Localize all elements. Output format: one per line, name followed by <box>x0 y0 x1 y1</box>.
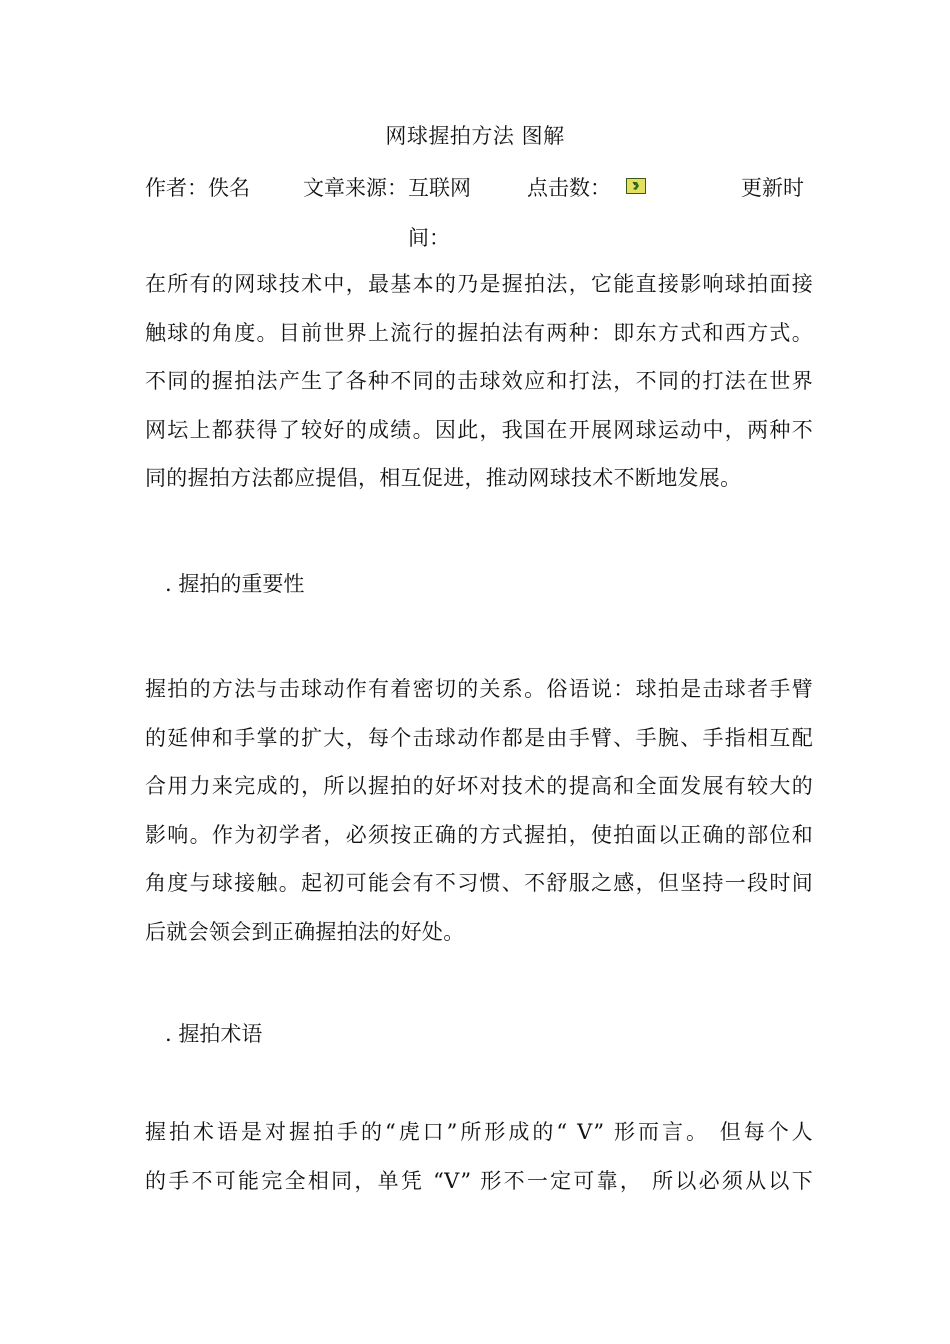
text-line: 不同的握拍法产生了各种不同的击球效应和打法，不同的打法在世界 <box>145 369 813 393</box>
text-line: 握拍术语是对握拍手的“虎口”所形成的“ V” 形而言。 但每个人 <box>145 1120 813 1144</box>
intro-paragraph <box>145 260 813 503</box>
update-time-label: 更新时 <box>741 176 804 200</box>
section-heading-terms: . 握拍术语 <box>165 1022 263 1046</box>
author-label: 作者：佚名 <box>145 176 250 200</box>
image-placeholder-icon <box>626 178 646 194</box>
terms-paragraph <box>145 1108 813 1205</box>
text-line: 握拍的方法与击球动作有着密切的关系。俗语说：球拍是击球者手臂 <box>145 677 813 701</box>
text-line: 同的握拍方法都应提倡，相互促进，推动网球技术不断地发展。 <box>145 466 742 490</box>
text-line: 角度与球接触。起初可能会有不习惯、不舒服之感，但坚持一段时间 <box>145 871 813 895</box>
source-label: 文章来源：互联网 <box>303 176 471 200</box>
article-meta <box>145 172 810 202</box>
update-time-label-cont: 间： <box>408 226 450 250</box>
section-heading-importance: . 握拍的重要性 <box>165 572 305 596</box>
text-line: 网坛上都获得了较好的成绩。因此，我国在开展网球运动中，两种不 <box>145 417 813 442</box>
text-line: 的延伸和手掌的扩大，每个击球动作都是由手臂、手腕、手指相互配 <box>145 725 813 750</box>
text-line: 在所有的网球技术中，最基本的乃是握拍法，它能直接影响球拍面接 <box>145 272 813 296</box>
clicks-label: 点击数： <box>527 176 611 200</box>
text-line: 影响。作为初学者，必须按正确的方式握拍，使拍面以正确的部位和 <box>145 822 813 847</box>
text-line: 触球的角度。目前世界上流行的握拍法有两种：即东方式和西方式。 <box>145 320 813 345</box>
text-line: 合用力来完成的，所以握拍的好坏对技术的提高和全面发展有较大的 <box>145 774 813 798</box>
importance-paragraph <box>145 665 813 956</box>
text-line: 的手不可能完全相同，单凭 “V” 形不一定可靠， 所以必须从以下 <box>145 1168 813 1193</box>
document-title: 网球握拍方法 图解 <box>385 124 565 148</box>
text-line: 后就会领会到正确握拍法的好处。 <box>145 919 465 944</box>
